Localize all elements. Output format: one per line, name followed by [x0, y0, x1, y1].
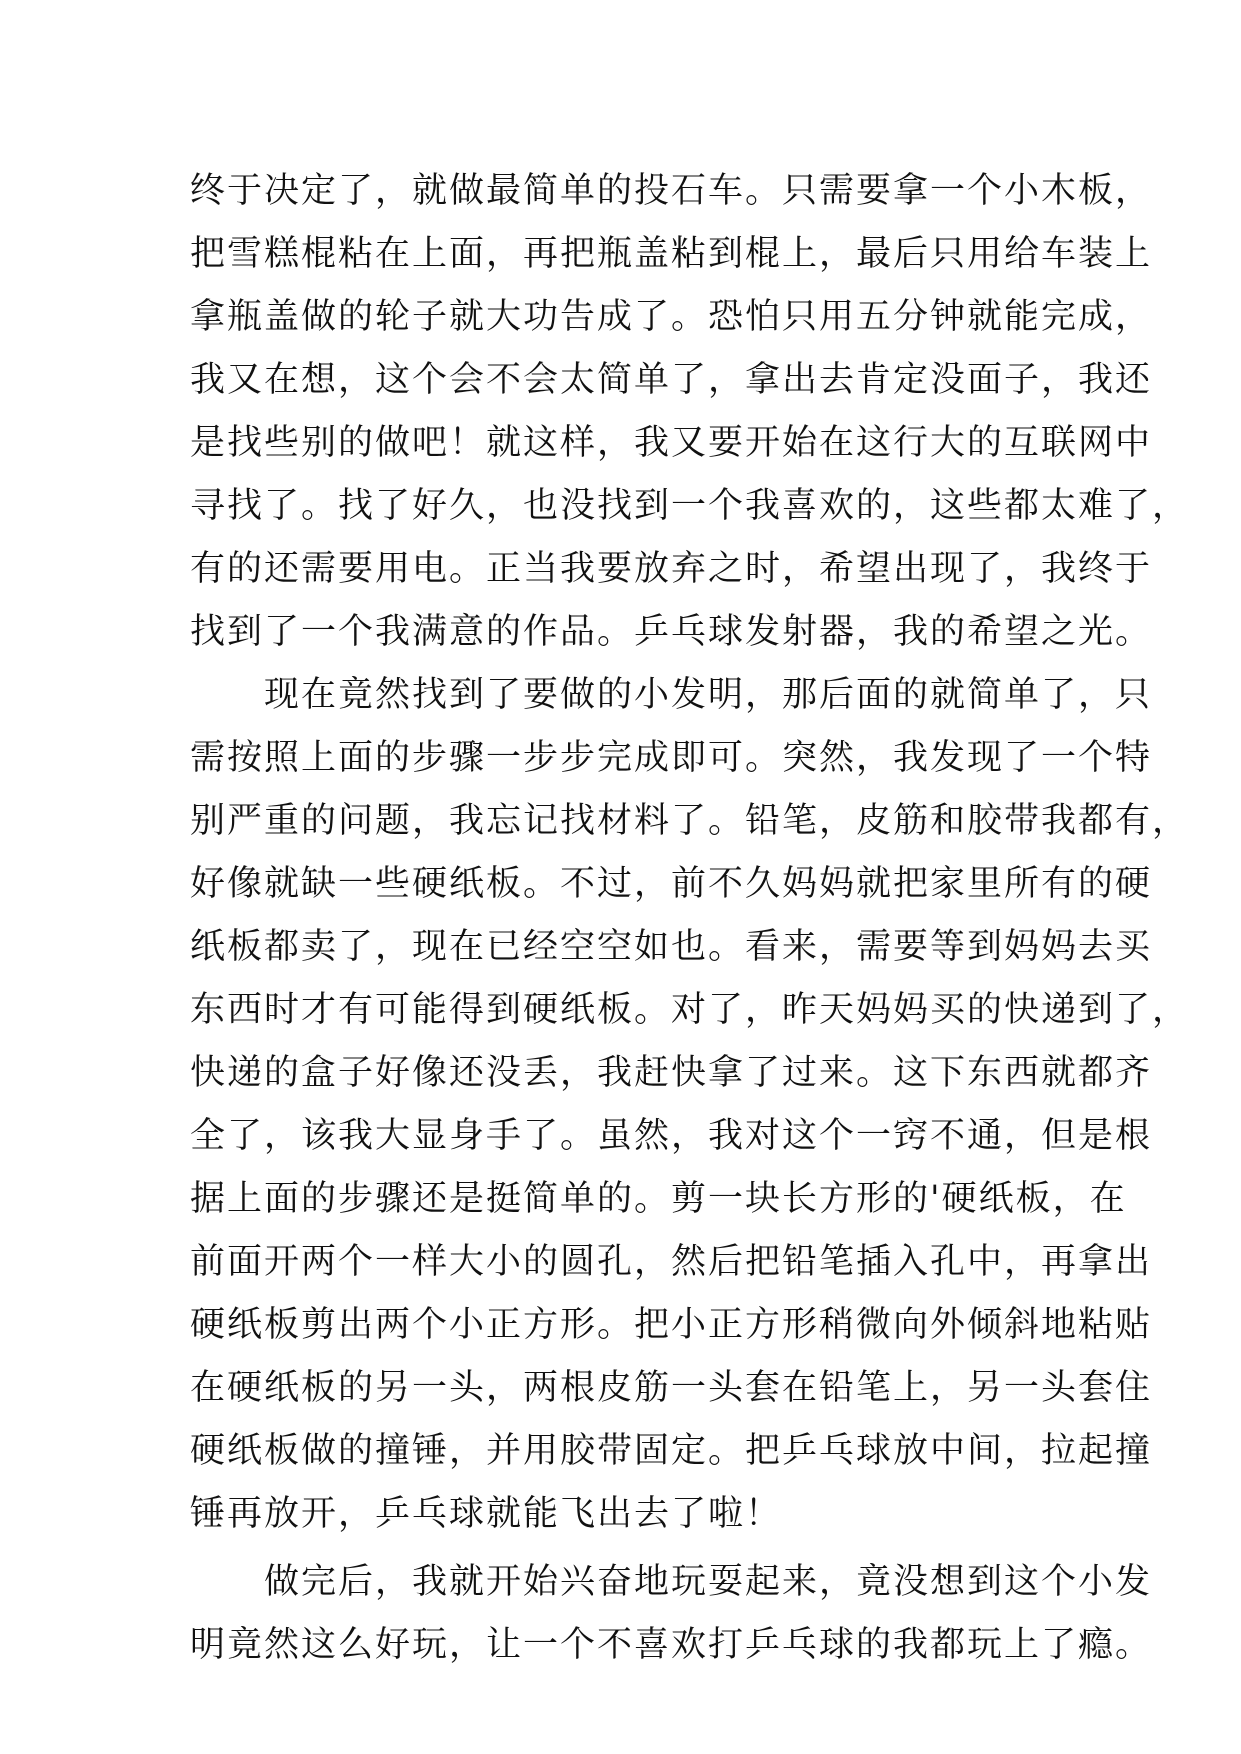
text-line: 快递的盒子好像还没丢，我赶快拿了过来。这下东西就都齐 — [190, 1053, 1153, 1093]
text-line: 别严重的问题，我忘记找材料了。铅笔，皮筋和胶带我都有， — [190, 801, 1190, 841]
paragraph-1 — [190, 160, 1190, 664]
paragraph-2 — [190, 664, 1190, 1546]
text-line: 明竟然这么好玩，让一个不喜欢打乒乓球的我都玩上了瘾。 — [190, 1625, 1153, 1665]
text-line: 拿瓶盖做的轮子就大功告成了。恐怕只用五分钟就能完成， — [190, 297, 1153, 337]
text-line: 硬纸板剪出两个小正方形。把小正方形稍微向外倾斜地粘贴 — [190, 1305, 1153, 1345]
text-line: 把雪糕棍粘在上面，再把瓶盖粘到棍上，最后只用给车装上 — [190, 234, 1153, 274]
text-line: 有的还需要用电。正当我要放弃之时，希望出现了，我终于 — [190, 549, 1153, 589]
document-body — [190, 160, 1190, 1677]
text-line: 好像就缺一些硬纸板。不过，前不久妈妈就把家里所有的硬 — [190, 864, 1153, 904]
text-line: 寻找了。找了好久，也没找到一个我喜欢的，这些都太难了， — [190, 486, 1190, 526]
text-line: 前面开两个一样大小的圆孔，然后把铅笔插入孔中，再拿出 — [190, 1242, 1153, 1282]
text-line: 在硬纸板的另一头，两根皮筋一头套在铅笔上，另一头套住 — [190, 1368, 1153, 1408]
text-line: 东西时才有可能得到硬纸板。对了，昨天妈妈买的快递到了， — [190, 990, 1190, 1030]
text-line: 硬纸板做的撞锤，并用胶带固定。把乒乓球放中间，拉起撞 — [190, 1431, 1153, 1471]
text-line: 纸板都卖了，现在已经空空如也。看来，需要等到妈妈去买 — [190, 927, 1153, 967]
text-line: 据上面的步骤还是挺简单的。剪一块长方形的'硬纸板，在 — [190, 1179, 1127, 1219]
text-line: 做完后，我就开始兴奋地玩耍起来，竟没想到这个小发 — [190, 1562, 1153, 1602]
text-line: 找到了一个我满意的作品。乒乓球发射器，我的希望之光。 — [190, 612, 1153, 652]
text-line: 全了，该我大显身手了。虽然，我对这个一窍不通，但是根 — [190, 1116, 1153, 1156]
text-line: 是找些别的做吧！就这样，我又要开始在这行大的互联网中 — [190, 423, 1153, 463]
text-line: 我又在想，这个会不会太简单了，拿出去肯定没面子，我还 — [190, 360, 1153, 400]
text-line: 终于决定了，就做最简单的投石车。只需要拿一个小木板， — [190, 171, 1153, 211]
paragraph-3 — [190, 1551, 1153, 1677]
text-line: 需按照上面的步骤一步步完成即可。突然，我发现了一个特 — [190, 738, 1153, 778]
text-line: 现在竟然找到了要做的小发明，那后面的就简单了，只 — [190, 675, 1153, 715]
text-line: 锤再放开，乒乓球就能飞出去了啦！ — [190, 1494, 783, 1534]
